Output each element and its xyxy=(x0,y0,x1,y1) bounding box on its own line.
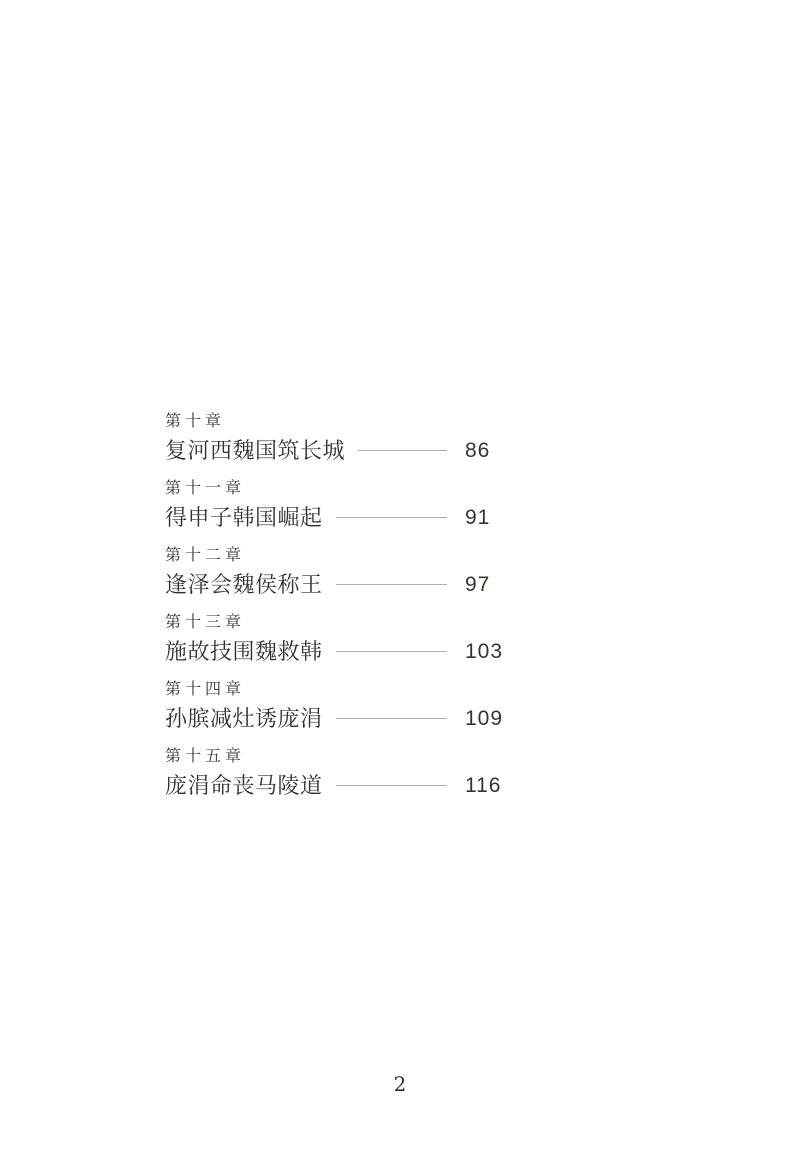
chapter-title: 逢泽会魏侯称王 xyxy=(165,572,323,597)
chapter-page-number: 116 xyxy=(465,774,502,797)
toc-title-row xyxy=(165,574,510,596)
chapter-title: 孙膑减灶诱庞涓 xyxy=(165,706,323,731)
toc-title-row xyxy=(165,775,510,797)
toc-entry xyxy=(165,547,510,596)
folio-page-number: 2 xyxy=(393,1072,407,1096)
chapter-page-number: 109 xyxy=(465,707,504,730)
toc-entry xyxy=(165,748,510,797)
chapter-number-label: 第十章 xyxy=(165,413,226,430)
chapter-title: 得申子韩国崛起 xyxy=(165,505,323,530)
toc-entry xyxy=(165,480,510,529)
chapter-number-label: 第十四章 xyxy=(165,681,246,698)
chapter-page-number: 86 xyxy=(465,439,491,462)
toc-entry xyxy=(165,681,510,730)
chapter-title: 施故技围魏救韩 xyxy=(165,639,323,664)
toc-entry xyxy=(165,413,510,462)
chapter-number-label: 第十二章 xyxy=(165,547,246,564)
chapter-page-number: 103 xyxy=(465,640,504,663)
chapter-number-label: 第十一章 xyxy=(165,480,246,497)
toc-title-row xyxy=(165,440,510,462)
chapter-page-number: 91 xyxy=(465,506,491,529)
leader-line xyxy=(358,450,447,451)
toc-title-row xyxy=(165,507,510,529)
toc-entry xyxy=(165,614,510,663)
chapter-page-number: 97 xyxy=(465,573,491,596)
leader-line xyxy=(336,785,447,786)
table-of-contents xyxy=(165,413,510,815)
chapter-title: 庞涓命丧马陵道 xyxy=(165,773,323,798)
toc-title-row xyxy=(165,708,510,730)
leader-line xyxy=(336,718,447,719)
leader-line xyxy=(336,651,447,652)
chapter-title: 复河西魏国筑长城 xyxy=(165,438,346,463)
leader-line xyxy=(336,517,447,518)
toc-title-row xyxy=(165,641,510,663)
chapter-number-label: 第十三章 xyxy=(165,614,246,631)
leader-line xyxy=(336,584,447,585)
chapter-number-label: 第十五章 xyxy=(165,748,246,765)
